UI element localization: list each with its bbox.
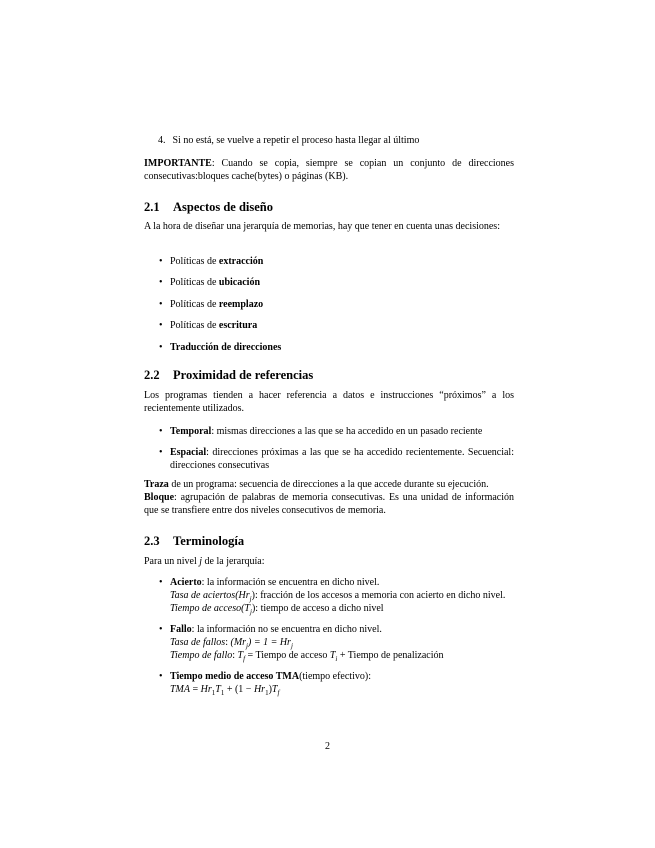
page-number: 2 [325,741,330,752]
math: TMA [170,684,190,695]
tiempo-fallo-line [170,649,514,662]
important-label: IMPORTANTE [144,158,212,169]
section-2-1-intro: A la hora de diseñar una jerarquía de memorias, hay que tener en cuenta unas decisiones: [144,221,500,232]
list-item [159,425,514,438]
policies-list [159,255,514,362]
enum-text: Si no está, se vuelve a repetir el proceso hasta llegar al último [172,135,420,146]
item-term: Temporal [170,426,212,437]
intro-text: Para un nivel [144,556,200,567]
math: T [215,684,221,695]
item-term: reemplazo [218,298,264,310]
item-term: ubicación [218,277,261,289]
tma-text: (tiempo efectivo): [299,671,371,682]
section-2-2-intro: Los programas tienden a hacer referencia a datos e instrucciones “próximos” a los recientemente utilizados. [144,390,514,414]
list-item [159,341,514,354]
traza-bloque-paragraph [144,478,514,517]
item-prefix: Políticas de [170,320,219,332]
section-number: 2.1 [144,200,160,214]
tiempo-acceso-label: Tiempo de acceso [170,603,242,614]
section-heading-2-1 [144,200,273,215]
item-prefix: Políticas de [170,256,219,267]
important-text: : Cuando se copia, siempre se copian un conjunto de direcciones consecutivas:bloques cache(bytes) o páginas (KB). [144,158,514,182]
item-text: : direcciones próximas a las que se ha accedido recientemente. Secuencial: direcciones consecutivas [170,447,514,471]
list-item [159,276,514,289]
section-title: Proximidad de referencias [173,368,314,382]
tasa-fallos-label: Tasa de fallos [170,637,226,648]
math-sub: j [250,608,252,616]
item-term: Traducción de direcciones [170,341,282,353]
terminology-list [159,576,514,704]
math-sub: 1 [211,689,216,697]
math: ) [251,590,255,601]
item-term: extracción [218,256,264,267]
tasa-aciertos-line [170,589,514,602]
math-sub: 1 [220,689,225,697]
math-sub: 1 [265,689,269,697]
enum-item [158,134,419,147]
math-sub: i [335,655,338,663]
math-sub: f [243,655,246,663]
tasa-fallos-sep: : [225,637,231,648]
acierto-text: : la información se encuentra en dicho nivel. [201,577,380,588]
math: Hr [253,684,266,695]
item-term: escritura [218,320,258,332]
bloque-text: : agrupación de palabras de memoria consecutivas. Es una unidad de información que se transfiere entre dos niveles consecutivos de memoria. [144,492,514,516]
tasa-aciertos-label: Tasa de aciertos [170,590,236,601]
math: T [271,684,278,695]
important-paragraph [144,157,514,183]
section-2-3-intro [144,555,514,568]
acierto-label: Acierto [170,577,202,588]
math: Hr [200,684,212,695]
math: ) [268,684,272,695]
bloque-label: Bloque [144,492,175,503]
list-item-tma [159,670,514,696]
math-sub: f [277,689,280,697]
section-title: Aspectos de diseño [173,200,274,214]
list-item [159,446,514,472]
fallo-label: Fallo [170,624,192,635]
tasa-aciertos-text: : fracción de los accesos a memoria con acierto en dicho nivel. [254,590,506,601]
fallo-text: : la información no se encuentra en dicho nivel. [191,624,382,635]
item-text: : mismas direcciones a las que se ha accedido en un pasado reciente [211,426,483,437]
math-sub: j [246,642,248,650]
math: (T [241,603,250,614]
math-sub: j [290,642,293,650]
list-item [159,319,514,332]
section-heading-2-3 [144,534,244,549]
list-item [159,255,514,268]
tiempo-fallo-text-end: + Tiempo de penalización [337,650,444,661]
math: + (1 − [224,684,254,695]
item-prefix: Políticas de [170,277,219,289]
item-term: Espacial [170,447,207,458]
section-number: 2.2 [144,368,160,382]
tiempo-fallo-sep: : [232,650,238,661]
tiempo-fallo-text: = Tiempo de acceso [245,650,330,661]
proximity-list [159,425,514,480]
traza-text: de un programa: secuencia de direcciones a la que accede durante su ejecución. [168,479,489,490]
enum-number: 4. [158,135,166,146]
math: (Hr [235,590,250,601]
list-item-fallo [159,623,514,662]
section-heading-2-2 [144,368,313,383]
math: T [237,650,244,661]
math: ) = 1 = Hr [248,637,291,648]
item-prefix: Políticas de [170,298,219,310]
tma-label: Tiempo medio de acceso TMA [170,671,300,682]
math-sub: j [249,595,252,603]
math: ) [251,603,256,614]
list-item-acierto [159,576,514,615]
intro-var: j [199,556,203,567]
tiempo-acceso-line [170,602,514,615]
tiempo-acceso-text: : tiempo de acceso a dicho nivel [255,603,384,614]
math: (Mr [230,637,247,648]
tasa-fallos-line [170,636,514,649]
traza-label: Traza [144,479,169,490]
section-number: 2.3 [144,534,160,548]
math: = [190,684,201,695]
intro-text-end: de la jerarquía: [202,556,265,567]
section-title: Terminología [173,534,245,548]
list-item [159,298,514,311]
math: T [329,650,336,661]
tiempo-fallo-label: Tiempo de fallo [170,650,233,661]
tma-formula [170,683,514,696]
